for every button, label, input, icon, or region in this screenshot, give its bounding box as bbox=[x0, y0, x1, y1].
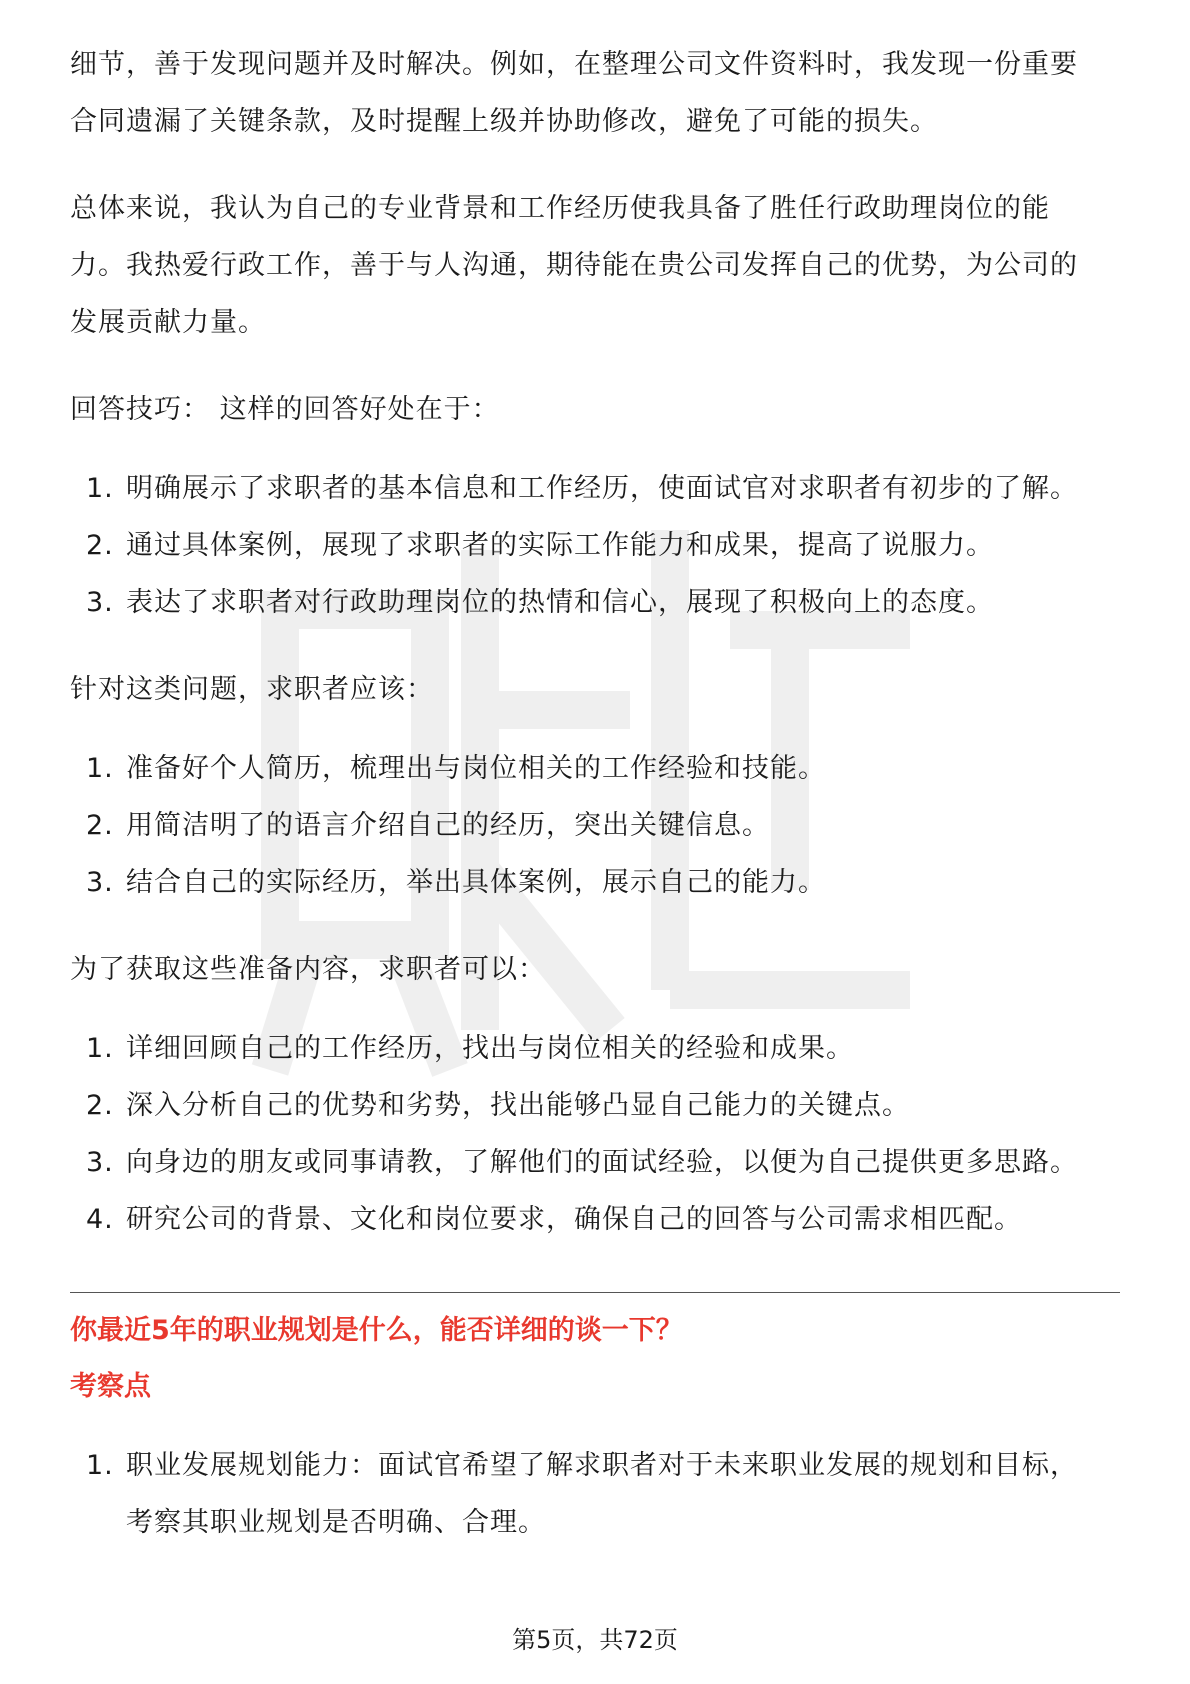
paragraph-line: 力。我热爱行政工作，善于与人沟通，期待能在贵公司发挥自己的优势，为公司的 bbox=[70, 250, 1078, 281]
list-number: 3. bbox=[86, 1147, 114, 1178]
list-text: 职业发展规划能力：面试官希望了解求职者对于未来职业发展的规划和目标， bbox=[126, 1450, 1078, 1481]
list-number: 2. bbox=[86, 530, 114, 561]
list-text: 详细回顾自己的工作经历，找出与岗位相关的经验和成果。 bbox=[126, 1033, 854, 1064]
subheading: 考察点 bbox=[70, 1371, 151, 1402]
list-item bbox=[70, 1020, 1120, 1077]
list-number: 1. bbox=[86, 473, 114, 504]
list-number: 3. bbox=[86, 587, 114, 618]
points-list bbox=[70, 1437, 1120, 1551]
list-number: 1. bbox=[86, 753, 114, 784]
list-item bbox=[70, 1191, 1120, 1248]
list-number: 4. bbox=[86, 1204, 114, 1235]
prep-list bbox=[70, 1020, 1120, 1248]
list-number: 3. bbox=[86, 867, 114, 898]
tips-list bbox=[70, 460, 1120, 631]
list-number: 2. bbox=[86, 810, 114, 841]
list-item bbox=[70, 740, 1120, 797]
list-text: 深入分析自己的优势和劣势，找出能够凸显自己能力的关键点。 bbox=[126, 1090, 910, 1121]
list-item bbox=[70, 1077, 1120, 1134]
list-text: 明确展示了求职者的基本信息和工作经历，使面试官对求职者有初步的了解。 bbox=[126, 473, 1078, 504]
list-number: 2. bbox=[86, 1090, 114, 1121]
list-item bbox=[70, 460, 1120, 517]
list-text: 向身边的朋友或同事请教，了解他们的面试经验，以便为自己提供更多思路。 bbox=[126, 1147, 1078, 1178]
list-text: 用简洁明了的语言介绍自己的经历，突出关键信息。 bbox=[126, 810, 770, 841]
list-item bbox=[70, 797, 1120, 854]
list-item bbox=[70, 1437, 1120, 1551]
question-heading: 你最近5年的职业规划是什么，能否详细的谈一下？ bbox=[70, 1315, 683, 1346]
paragraph-line: 细节，善于发现问题并及时解决。例如，在整理公司文件资料时，我发现一份重要 bbox=[70, 49, 1078, 80]
list-text: 表达了求职者对行政助理岗位的热情和信心，展现了积极向上的态度。 bbox=[126, 587, 994, 618]
list-text: 考察其职业规划是否明确、合理。 bbox=[126, 1507, 546, 1538]
list-item bbox=[70, 517, 1120, 574]
list-item bbox=[70, 854, 1120, 911]
list-number: 1. bbox=[86, 1450, 114, 1481]
list-text: 研究公司的背景、文化和岗位要求，确保自己的回答与公司需求相匹配。 bbox=[126, 1204, 1022, 1235]
prep-intro: 为了获取这些准备内容，求职者可以： bbox=[70, 954, 546, 985]
should-list bbox=[70, 740, 1120, 911]
list-number: 1. bbox=[86, 1033, 114, 1064]
list-text: 准备好个人简历，梳理出与岗位相关的工作经验和技能。 bbox=[126, 753, 826, 784]
paragraph-line: 发展贡献力量。 bbox=[70, 307, 266, 338]
paragraph-line: 合同遗漏了关键条款，及时提醒上级并协助修改，避免了可能的损失。 bbox=[70, 106, 938, 137]
list-text: 结合自己的实际经历，举出具体案例，展示自己的能力。 bbox=[126, 867, 826, 898]
list-item bbox=[70, 1134, 1120, 1191]
tips-intro: 回答技巧： 这样的回答好处在于： bbox=[70, 394, 500, 425]
should-intro: 针对这类问题，求职者应该： bbox=[70, 674, 434, 705]
list-item bbox=[70, 574, 1120, 631]
paragraph-line: 总体来说，我认为自己的专业背景和工作经历使我具备了胜任行政助理岗位的能 bbox=[70, 193, 1050, 224]
list-text: 通过具体案例，展现了求职者的实际工作能力和成果，提高了说服力。 bbox=[126, 530, 994, 561]
page-footer: 第5页，共72页 bbox=[512, 1626, 678, 1654]
document-page bbox=[70, 0, 1120, 1551]
